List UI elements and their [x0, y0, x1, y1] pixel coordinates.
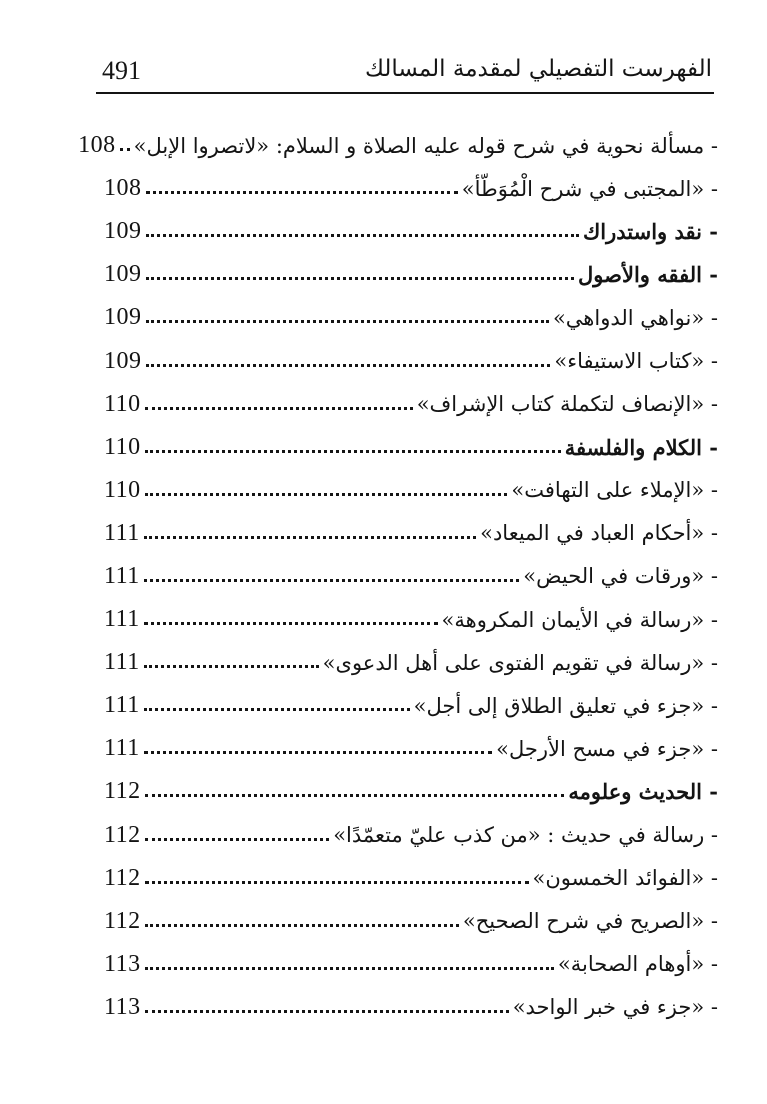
toc-entry-title: - «رسالة في تقويم الفتوى على أهل الدعوى» [322, 650, 718, 675]
toc-entry [104, 555, 718, 598]
toc-entry-page-number: 113 [104, 950, 141, 977]
dot-leader [144, 665, 319, 668]
toc-entry-title: - «ورقات في الحيض» [523, 564, 718, 589]
toc-entry-title: - «الفوائد الخمسون» [532, 866, 718, 891]
header-rule [96, 92, 714, 94]
toc-entry [104, 512, 718, 555]
toc-entry-title: - «رسالة في الأيمان المكروهة» [441, 607, 718, 632]
dot-leader [145, 794, 565, 797]
dot-leader [145, 1010, 509, 1013]
toc-entry-title: - «أوهام الصحابة» [557, 952, 718, 977]
dot-leader [146, 364, 551, 367]
toc-entry-title: - «الإملاء على التهافت» [511, 478, 718, 503]
dot-leader [145, 493, 508, 496]
toc-entry-page-number: 108 [78, 132, 116, 159]
page-number: 491 [102, 56, 141, 85]
dot-leader [145, 407, 413, 410]
toc-entry [104, 641, 718, 684]
toc-section-heading: - الحديث وعلومه [568, 779, 718, 805]
toc-entry-page-number: 112 [104, 778, 141, 805]
toc-entry-page-number: 109 [104, 347, 142, 374]
toc-entry-title: - «جزء في تعليق الطلاق إلى أجل» [413, 693, 718, 718]
dot-leader [145, 967, 554, 970]
toc-entry-title: - «الصريح في شرح الصحيح» [462, 909, 718, 934]
toc-entry [104, 943, 718, 986]
dot-leader [146, 234, 579, 237]
dot-leader [144, 579, 520, 582]
toc-entry-title: - «كتاب الاستيفاء» [554, 349, 718, 374]
toc-entry-page-number: 111 [104, 562, 140, 589]
table-of-contents [78, 124, 718, 1029]
dot-leader [144, 708, 410, 711]
toc-entry [104, 296, 718, 339]
toc-entry-page-number: 111 [104, 692, 140, 719]
toc-entry-page-number: 110 [104, 433, 141, 460]
toc-entry [104, 727, 718, 770]
toc-entry [104, 857, 718, 900]
toc-entry [104, 986, 718, 1029]
dot-leader [146, 277, 575, 280]
toc-entry-title: - مسألة نحوية في شرح قوله عليه الصلاة و السلام: «لاتصروا الإبل» [133, 133, 718, 158]
toc-section-heading: - الكلام والفلسفة [564, 434, 718, 460]
toc-entry-page-number: 113 [104, 993, 141, 1020]
dot-leader [120, 148, 130, 151]
dot-leader [144, 536, 476, 539]
toc-entry-page-number: 111 [104, 649, 140, 676]
toc-entry-title: - «نواهي الدواهي» [552, 305, 718, 330]
toc-entry-title: - «المجتبى في شرح الْمُوَطّأ» [461, 176, 718, 201]
toc-entry [78, 124, 718, 167]
toc-entry-page-number: 112 [104, 907, 141, 934]
dot-leader [145, 881, 529, 884]
toc-entry [104, 383, 718, 426]
toc-entry-page-number: 111 [104, 519, 140, 546]
toc-entry-page-number: 112 [104, 821, 141, 848]
toc-entry-title: - رسالة في حديث : «من كذب عليّ متعمّدًا» [333, 823, 718, 848]
toc-entry-title: - «جزء في خبر الواحد» [512, 995, 718, 1020]
toc-entry [104, 684, 718, 727]
toc-entry [104, 426, 718, 469]
toc-entry [104, 598, 718, 641]
toc-entry [104, 253, 718, 296]
dot-leader [145, 924, 459, 927]
toc-entry-title: - «جزء في مسح الأرجل» [496, 736, 718, 761]
toc-entry-title: - «أحكام العباد في الميعاد» [480, 521, 718, 546]
toc-entry [104, 167, 718, 210]
toc-entry-page-number: 112 [104, 864, 141, 891]
dot-leader [146, 320, 549, 323]
toc-entry-page-number: 109 [104, 218, 142, 245]
toc-entry-title: - «الإنصاف لتكملة كتاب الإشراف» [416, 392, 718, 417]
toc-entry [104, 900, 718, 943]
toc-entry [104, 814, 718, 857]
dot-leader [145, 450, 561, 453]
toc-entry-page-number: 109 [104, 261, 142, 288]
toc-entry-page-number: 111 [104, 606, 140, 633]
toc-section-heading: - نقد واستدراك [582, 219, 718, 245]
dot-leader [145, 838, 330, 841]
toc-entry-page-number: 108 [104, 175, 142, 202]
dot-leader [146, 191, 458, 194]
toc-entry [104, 339, 718, 382]
toc-entry [104, 210, 718, 253]
toc-entry-page-number: 110 [104, 476, 141, 503]
toc-entry-page-number: 109 [104, 304, 142, 331]
toc-section-heading: - الفقه والأصول [578, 262, 718, 288]
page-header [96, 50, 712, 90]
dot-leader [144, 751, 492, 754]
toc-entry-page-number: 111 [104, 735, 140, 762]
toc-entry [104, 770, 718, 813]
running-title: الفهرست التفصيلي لمقدمة المسالك [364, 56, 712, 82]
toc-entry [104, 469, 718, 512]
toc-entry-page-number: 110 [104, 390, 141, 417]
dot-leader [144, 622, 438, 625]
